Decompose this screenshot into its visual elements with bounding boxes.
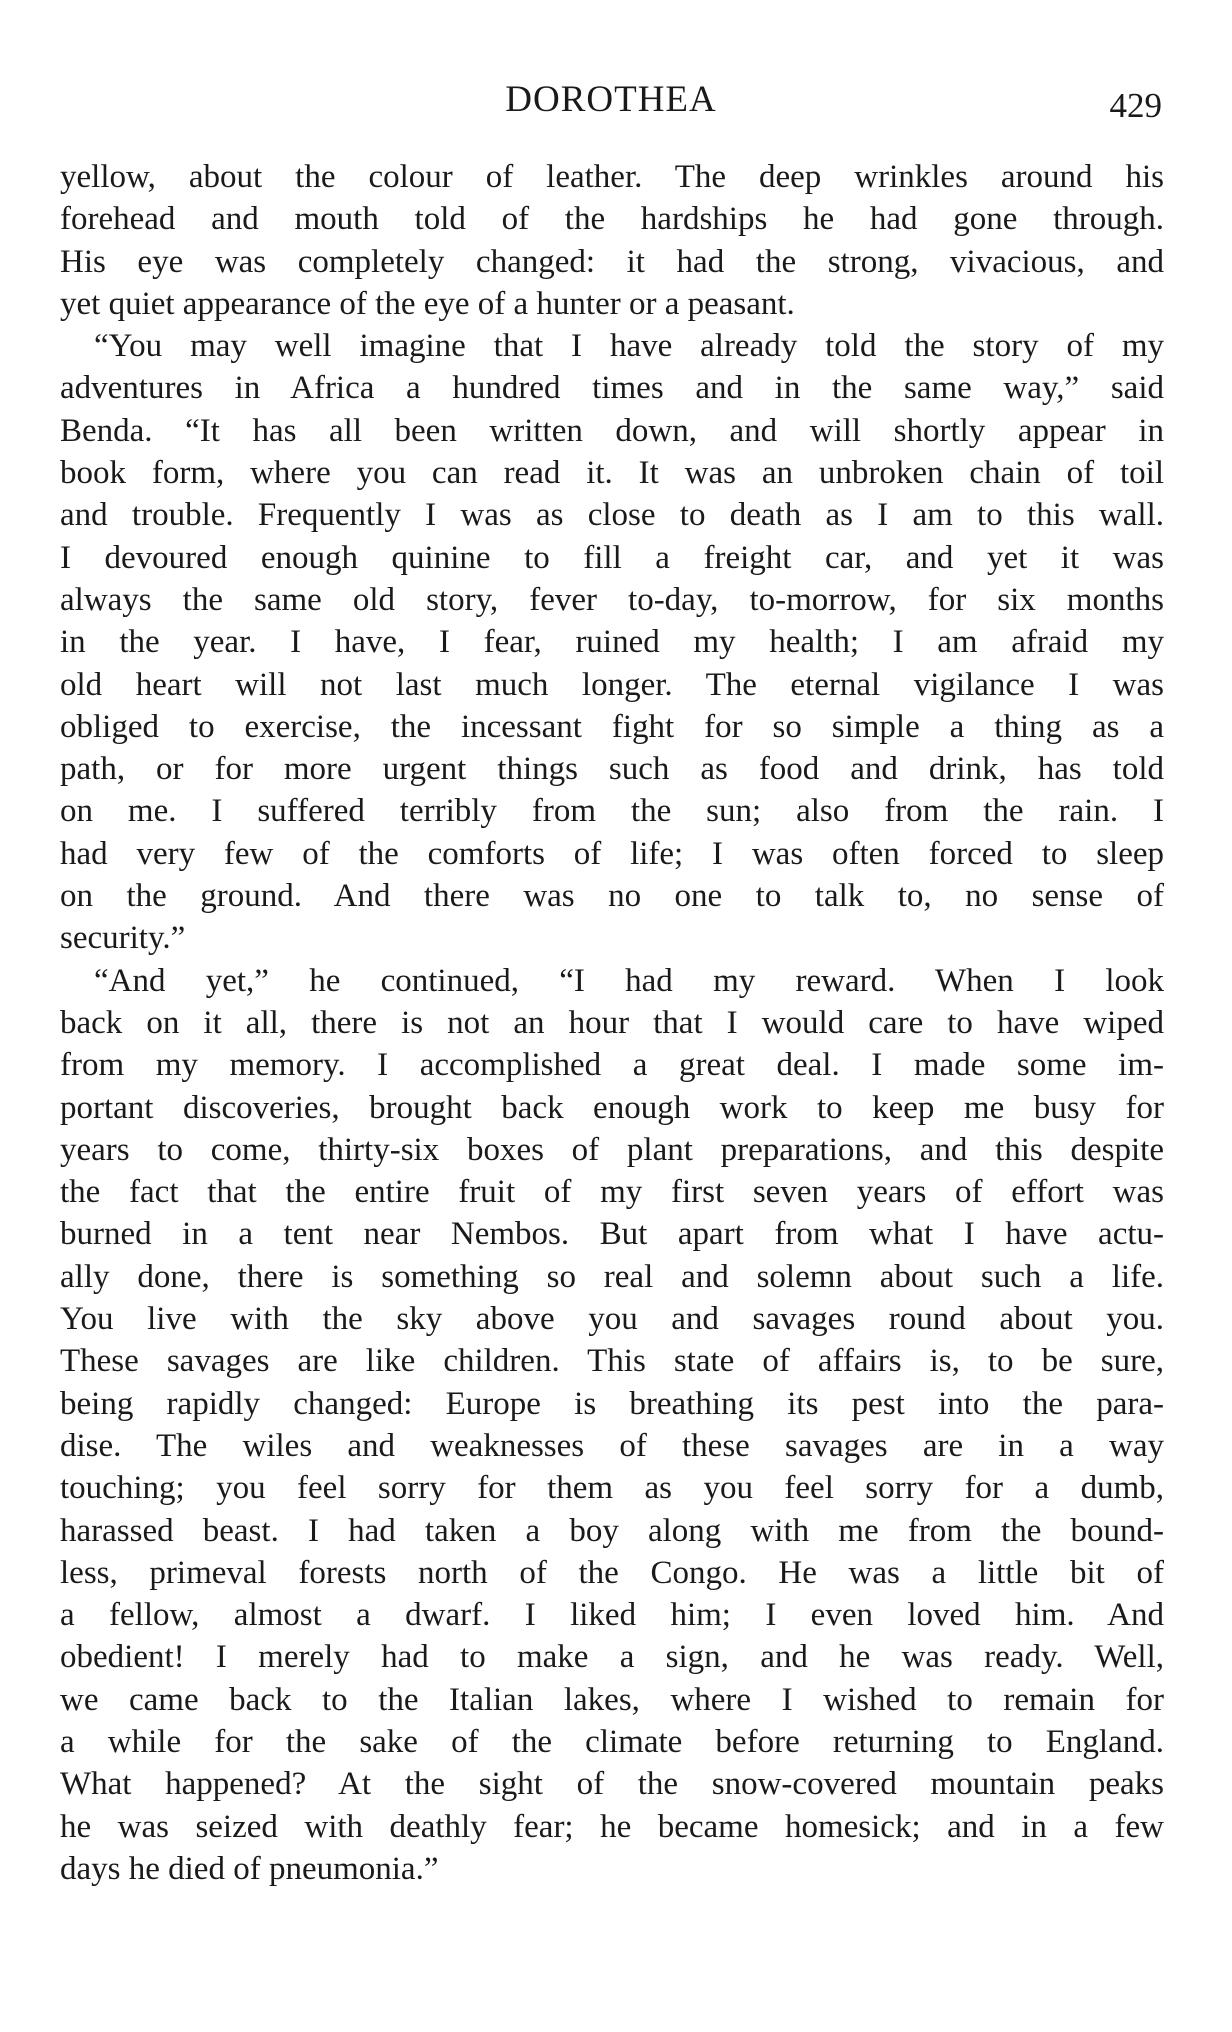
text-line: back on it all, there is not an hour that I would care to have wiped [60,1004,1164,1041]
text-line: Benda. “It has all been written down, and will shortly appear in [60,412,1164,449]
text-line: What happened? At the sight of the snow-covered mountain peaks [60,1766,1164,1803]
text-line: the fact that the entire fruit of my first seven years of effort was [60,1174,1164,1211]
text-line: touching; you feel sorry for them as you feel sorry for a dumb, [60,1470,1164,1507]
text-line: had very few of the comforts of life; I was often forced to sleep [60,835,1164,872]
text-line: burned in a tent near Nembos. But apart from what I have actu- [60,1216,1164,1253]
text-line: from my memory. I accomplished a great deal. I made some im- [60,1047,1164,1084]
text-line: we came back to the Italian lakes, where I wished to remain for [60,1681,1164,1718]
text-line: ally done, there is something so real and solemn about such a life. [60,1258,1164,1295]
text-line: he was seized with deathly fear; he became homesick; and in a few [60,1808,1164,1845]
text-line: His eye was completely changed: it had the strong, vivacious, and [60,243,1164,280]
text-line: obedient! I merely had to make a sign, and he was ready. Well, [60,1639,1164,1676]
text-line: portant discoveries, brought back enough work to keep me busy for [60,1089,1164,1126]
text-line: book form, where you can read it. It was an unbroken chain of toil [60,455,1164,492]
text-line: years to come, thirty-six boxes of plant preparations, and this despite [60,1131,1164,1168]
text-line: path, or for more urgent things such as food and drink, has told [60,751,1164,788]
text-line: always the same old story, fever to-day, to-morrow, for six months [60,581,1164,618]
page-number: 429 [1109,86,1162,125]
text-line: days he died of pneumonia.” [60,1850,439,1887]
text-line: on the ground. And there was no one to talk to, no sense of [60,878,1164,915]
paragraph-first-line: “And yet,” he continued, “I had my reward. When I look [94,962,1164,999]
text-line: in the year. I have, I fear, ruined my health; I am afraid my [60,624,1164,661]
text-line: a while for the sake of the climate before returning to England. [60,1723,1164,1760]
text-line: harassed beast. I had taken a boy along with me from the bound- [60,1512,1164,1549]
text-line: less, primeval forests north of the Congo. He was a little bit of [60,1554,1164,1591]
running-title: DOROTHEA [505,79,717,120]
text-line: dise. The wiles and weaknesses of these savages are in a way [60,1427,1164,1464]
text-line: and trouble. Frequently I was as close to death as I am to this wall. [60,497,1164,534]
text-line: security.” [60,920,186,957]
text-line: being rapidly changed: Europe is breathing its pest into the para- [60,1385,1164,1422]
running-head [60,74,1162,126]
paragraph-first-line: “You may well imagine that I have already told the story of my [94,328,1164,365]
text-line: yet quiet appearance of the eye of a hunter or a peasant. [60,285,795,322]
text-line: obliged to exercise, the incessant fight for so simple a thing as a [60,708,1164,745]
text-line: adventures in Africa a hundred times and in the same way,” said [60,370,1164,407]
text-line: a fellow, almost a dwarf. I liked him; I even loved him. And [60,1597,1164,1634]
text-line: You live with the sky above you and savages round about you. [60,1301,1164,1338]
body-text [60,156,1164,1890]
text-line: yellow, about the colour of leather. The deep wrinkles around his [60,159,1164,195]
text-line: old heart will not last much longer. The eternal vigilance I was [60,666,1164,703]
text-line: These savages are like children. This state of affairs is, to be sure, [60,1343,1164,1380]
text-line: on me. I suffered terribly from the sun; also from the rain. I [60,793,1164,830]
text-line: I devoured enough quinine to fill a freight car, and yet it was [60,539,1164,576]
text-line: forehead and mouth told of the hardships he had gone through. [60,201,1164,238]
